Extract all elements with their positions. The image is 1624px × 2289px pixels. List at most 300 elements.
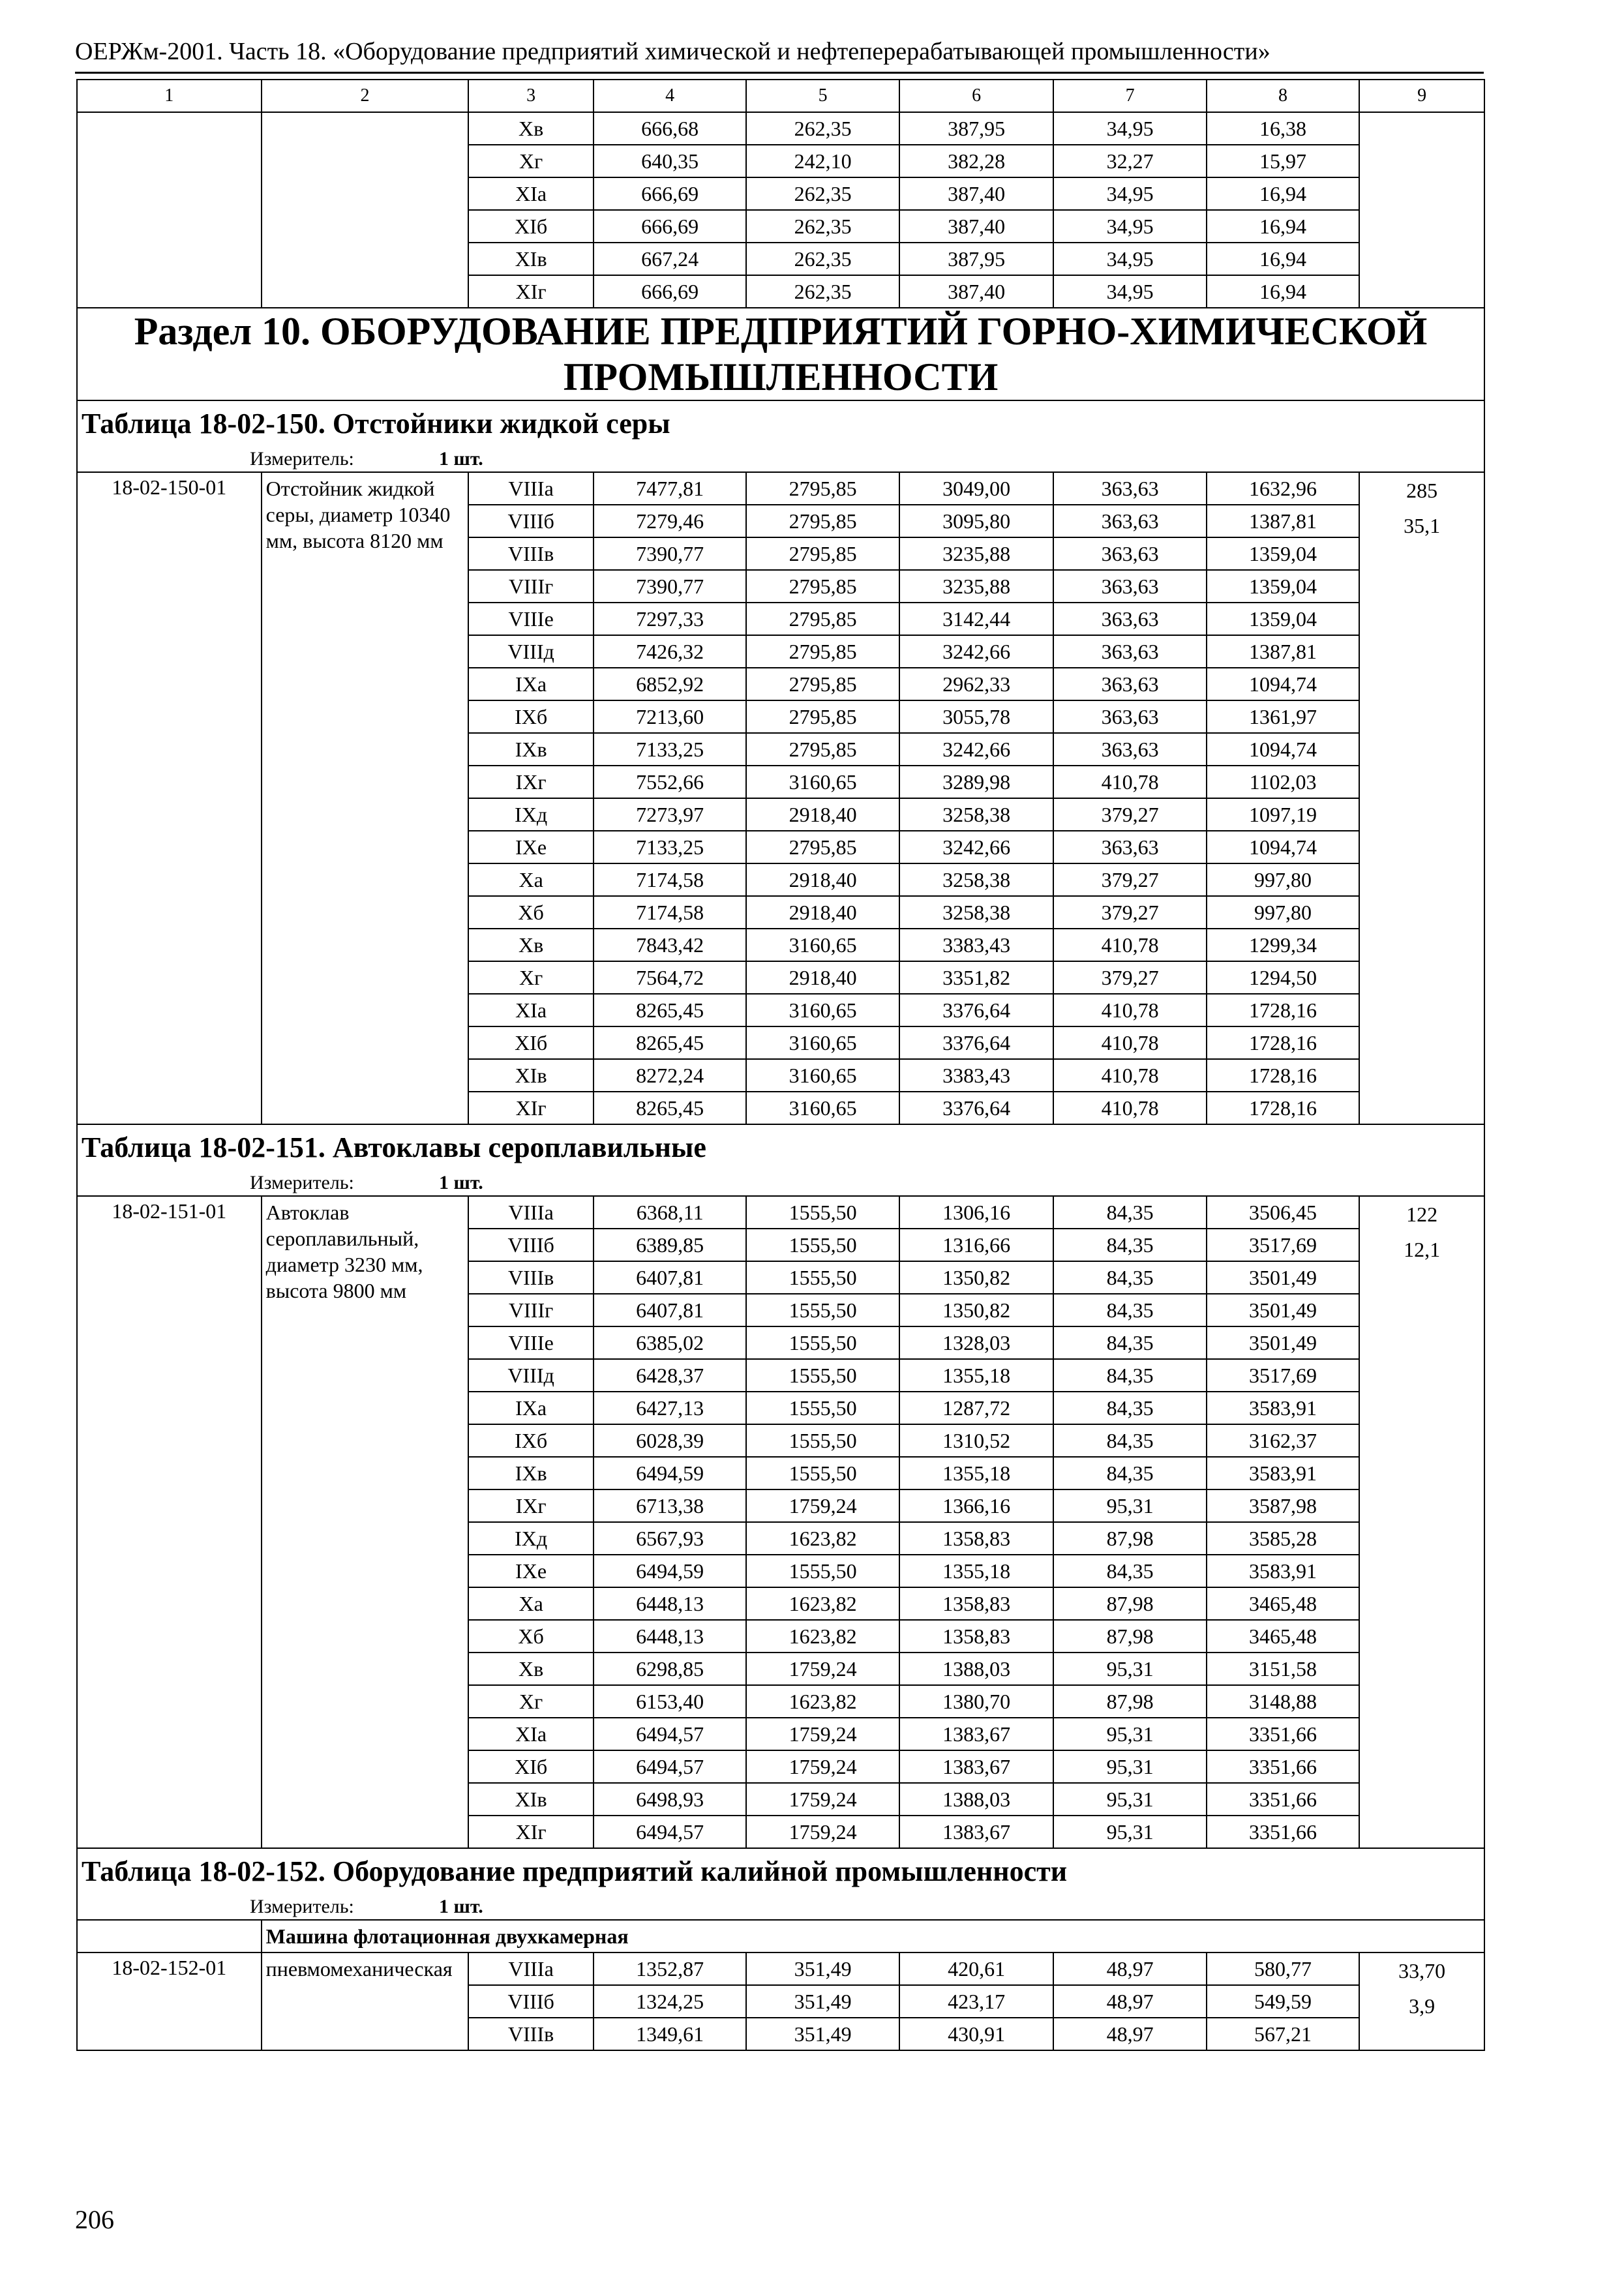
zone-cell: VIIIд [468,1359,594,1392]
table-title-row [77,1848,1484,1894]
zone-cell: ХIа [468,177,594,210]
value-cell: 2795,85 [746,570,899,603]
value-cell: 3049,00 [899,472,1054,505]
value-cell: 379,27 [1053,863,1206,896]
value-cell: 1555,50 [746,1326,899,1359]
zone-cell: IXг [468,766,594,798]
value-cell: 1358,83 [899,1522,1054,1555]
table-row [77,1952,1484,1985]
value-cell: 1388,03 [899,1783,1054,1816]
column-number: 8 [1207,80,1359,112]
value-cell: 363,63 [1053,570,1206,603]
value-cell: 6852,92 [594,668,746,700]
value-cell: 1623,82 [746,1620,899,1653]
value-cell: 87,98 [1053,1522,1206,1555]
value-cell: 410,78 [1053,994,1206,1026]
value-cell: 48,97 [1053,2018,1206,2050]
value-cell: 1759,24 [746,1718,899,1750]
value-cell: 7564,72 [594,961,746,994]
value-cell: 1355,18 [899,1359,1054,1392]
value-cell: 1094,74 [1207,668,1359,700]
value-cell: 7133,25 [594,831,746,863]
value-cell: 3585,28 [1207,1522,1359,1555]
value-cell: 1623,82 [746,1685,899,1718]
value-cell: 7843,42 [594,929,746,961]
zone-cell: Хг [468,961,594,994]
value-cell: 379,27 [1053,896,1206,929]
value-cell: 1316,66 [899,1229,1054,1261]
value-cell: 640,35 [594,145,746,177]
zone-cell: ХIа [468,1718,594,1750]
value-cell: 262,35 [746,177,899,210]
value-cell: 580,77 [1207,1952,1359,1985]
value-cell: 1623,82 [746,1587,899,1620]
value-cell: 262,35 [746,112,899,145]
zone-cell: IXе [468,1555,594,1587]
value-cell: 1358,83 [899,1620,1054,1653]
value-cell: 7174,58 [594,896,746,929]
value-cell: 7390,77 [594,570,746,603]
value-cell: 8265,45 [594,1026,746,1059]
value-cell: 2795,85 [746,537,899,570]
table-row [77,472,1484,505]
value-cell: 3376,64 [899,994,1054,1026]
value-cell: 84,35 [1053,1457,1206,1489]
value-cell: 420,61 [899,1952,1054,1985]
value-cell: 3583,91 [1207,1392,1359,1424]
value-cell: 7390,77 [594,537,746,570]
measure-cell [77,1170,1484,1196]
value-cell: 3242,66 [899,831,1054,863]
value-cell: 1352,87 [594,1952,746,1985]
value-cell: 32,27 [1053,145,1206,177]
value-cell: 16,94 [1207,243,1359,275]
value-cell: 6494,59 [594,1457,746,1489]
value-cell: 382,28 [899,145,1054,177]
value-cell: 3055,78 [899,700,1054,733]
value-cell: 3501,49 [1207,1326,1359,1359]
value-cell: 3376,64 [899,1026,1054,1059]
value-cell: 6494,57 [594,1718,746,1750]
value-cell: 6448,13 [594,1587,746,1620]
value-cell: 6153,40 [594,1685,746,1718]
value-cell: 34,95 [1053,112,1206,145]
value-cell: 84,35 [1053,1229,1206,1261]
value-cell: 363,63 [1053,472,1206,505]
value-cell: 1728,16 [1207,1092,1359,1124]
value-cell: 6389,85 [594,1229,746,1261]
value-cell: 34,95 [1053,275,1206,308]
zone-cell: ХIб [468,1750,594,1783]
zone-cell: Ха [468,863,594,896]
zone-cell: VIIIа [468,1196,594,1229]
value-cell: 363,63 [1053,635,1206,668]
value-cell: 997,80 [1207,863,1359,896]
extra-cell [1359,1952,1484,2050]
value-cell: 262,35 [746,275,899,308]
measure-row [77,1170,1484,1196]
value-cell: 1555,50 [746,1294,899,1326]
value-cell: 6567,93 [594,1522,746,1555]
value-cell: 2795,85 [746,733,899,766]
measure-value: 1 шт. [439,1895,483,1917]
value-cell: 1306,16 [899,1196,1054,1229]
zone-cell: VIIIв [468,1261,594,1294]
value-cell: 379,27 [1053,961,1206,994]
zone-cell: ХIв [468,1059,594,1092]
measure-label: Измеритель: [250,1171,354,1193]
value-cell: 1728,16 [1207,1026,1359,1059]
value-cell: 1387,81 [1207,505,1359,537]
value-cell: 3258,38 [899,863,1054,896]
value-cell: 95,31 [1053,1653,1206,1685]
value-cell: 3160,65 [746,994,899,1026]
value-cell: 3160,65 [746,1092,899,1124]
value-cell: 84,35 [1053,1196,1206,1229]
zone-cell: VIIIе [468,1326,594,1359]
value-cell: 6427,13 [594,1392,746,1424]
value-cell: 95,31 [1053,1783,1206,1816]
zone-cell: IXд [468,1522,594,1555]
value-cell: 1355,18 [899,1555,1054,1587]
value-cell: 3151,58 [1207,1653,1359,1685]
value-cell: 16,94 [1207,177,1359,210]
measure-cell [77,446,1484,472]
extra-value: 12,1 [1404,1238,1441,1261]
zone-cell: ХIв [468,243,594,275]
value-cell: 6494,57 [594,1750,746,1783]
table-title: Таблица 18-02-151. Автоклавы сероплавильные [77,1124,1484,1170]
value-cell: 6407,81 [594,1294,746,1326]
extra-value: 3,9 [1409,1994,1436,2018]
zone-cell: ХIг [468,275,594,308]
column-number: 7 [1053,80,1206,112]
value-cell: 2795,85 [746,603,899,635]
measure-value: 1 шт. [439,1171,483,1193]
zone-cell: IXв [468,1457,594,1489]
zone-cell: VIIIд [468,635,594,668]
value-cell: 34,95 [1053,177,1206,210]
table-title: Таблица 18-02-152. Оборудование предприятий калийной промышленности [77,1848,1484,1894]
value-cell: 6428,37 [594,1359,746,1392]
value-cell: 666,68 [594,112,746,145]
value-cell: 7297,33 [594,603,746,635]
value-cell: 15,97 [1207,145,1359,177]
value-cell: 84,35 [1053,1326,1206,1359]
value-cell: 3517,69 [1207,1229,1359,1261]
value-cell: 410,78 [1053,1059,1206,1092]
value-cell: 1094,74 [1207,831,1359,863]
zone-cell: IXб [468,1424,594,1457]
value-cell: 1294,50 [1207,961,1359,994]
column-number: 2 [262,80,469,112]
value-cell: 95,31 [1053,1750,1206,1783]
value-cell: 1383,67 [899,1750,1054,1783]
value-cell: 7174,58 [594,863,746,896]
zone-cell: IXб [468,700,594,733]
value-cell: 387,40 [899,177,1054,210]
value-cell: 1349,61 [594,2018,746,2050]
table-body [77,80,1484,2050]
column-number: 5 [746,80,899,112]
extra-cell [1359,472,1484,1124]
zone-cell: VIIIа [468,472,594,505]
zone-cell: ХIг [468,1092,594,1124]
subheading-row [77,1920,1484,1952]
measure-row [77,446,1484,472]
name-cell: пневмомеханическая [262,1952,469,2050]
header-rule [75,72,1484,74]
value-cell: 1632,96 [1207,472,1359,505]
column-number: 9 [1359,80,1484,112]
value-cell: 387,40 [899,210,1054,243]
value-cell: 3235,88 [899,537,1054,570]
value-cell: 410,78 [1053,1092,1206,1124]
zone-cell: ХIа [468,994,594,1026]
value-cell: 351,49 [746,2018,899,2050]
extra-value: 285 [1406,479,1438,502]
measure-row [77,1894,1484,1920]
code-cell [77,112,262,308]
value-cell: 1358,83 [899,1587,1054,1620]
value-cell: 387,95 [899,243,1054,275]
value-cell: 3587,98 [1207,1489,1359,1522]
zone-cell: IXд [468,798,594,831]
value-cell: 363,63 [1053,668,1206,700]
value-cell: 1555,50 [746,1261,899,1294]
value-cell: 363,63 [1053,505,1206,537]
page-header: ОЕРЖм-2001. Часть 18. «Оборудование предприятий химической и нефтеперерабатывающей промышленности» [75,38,1271,65]
value-cell: 8272,24 [594,1059,746,1092]
subheading: Машина флотационная двухкамерная [262,1920,1484,1952]
extra-cell [1359,112,1484,308]
value-cell: 1759,24 [746,1816,899,1848]
value-cell: 7426,32 [594,635,746,668]
value-cell: 1355,18 [899,1457,1054,1489]
value-cell: 351,49 [746,1952,899,1985]
value-cell: 997,80 [1207,896,1359,929]
table-row [77,1196,1484,1229]
zone-cell: ХIб [468,210,594,243]
price-table [76,79,1485,2051]
code-cell: 18-02-150-01 [77,472,262,1124]
value-cell: 423,17 [899,1985,1054,2018]
value-cell: 3160,65 [746,929,899,961]
value-cell: 1310,52 [899,1424,1054,1457]
zone-cell: VIIIг [468,1294,594,1326]
value-cell: 3148,88 [1207,1685,1359,1718]
value-cell: 1759,24 [746,1489,899,1522]
value-cell: 87,98 [1053,1685,1206,1718]
value-cell: 6498,93 [594,1783,746,1816]
zone-cell: VIIIе [468,603,594,635]
value-cell: 3142,44 [899,603,1054,635]
section-title: Раздел 10. ОБОРУДОВАНИЕ ПРЕДПРИЯТИЙ ГОРНО-ХИМИЧЕСКОЙ ПРОМЫШЛЕННОСТИ [77,308,1484,400]
zone-cell: ХIг [468,1816,594,1848]
extra-value: 35,1 [1404,514,1441,537]
value-cell: 2918,40 [746,798,899,831]
value-cell: 3160,65 [746,1026,899,1059]
value-cell: 2918,40 [746,863,899,896]
value-cell: 1102,03 [1207,766,1359,798]
value-cell: 1759,24 [746,1783,899,1816]
value-cell: 48,97 [1053,1985,1206,2018]
extra-value: 33,70 [1398,1959,1446,1982]
value-cell: 8265,45 [594,1092,746,1124]
value-cell: 3465,48 [1207,1587,1359,1620]
value-cell: 567,21 [1207,2018,1359,2050]
zone-cell: VIIIв [468,2018,594,2050]
value-cell: 1350,82 [899,1294,1054,1326]
value-cell: 6713,38 [594,1489,746,1522]
value-cell: 95,31 [1053,1816,1206,1848]
zone-cell: ХIб [468,1026,594,1059]
value-cell: 84,35 [1053,1261,1206,1294]
value-cell: 6298,85 [594,1653,746,1685]
value-cell: 1555,50 [746,1196,899,1229]
column-number: 1 [77,80,262,112]
value-cell: 363,63 [1053,700,1206,733]
value-cell: 3465,48 [1207,1620,1359,1653]
value-cell: 1759,24 [746,1653,899,1685]
value-cell: 1383,67 [899,1816,1054,1848]
value-cell: 34,95 [1053,210,1206,243]
value-cell: 363,63 [1053,733,1206,766]
value-cell: 1555,50 [746,1359,899,1392]
extra-value: 122 [1406,1203,1438,1226]
table-title-row [77,1124,1484,1170]
value-cell: 84,35 [1053,1359,1206,1392]
value-cell: 6368,11 [594,1196,746,1229]
value-cell: 3383,43 [899,929,1054,961]
zone-cell: VIIIб [468,1985,594,2018]
value-cell: 3258,38 [899,896,1054,929]
value-cell: 1383,67 [899,1718,1054,1750]
value-cell: 430,91 [899,2018,1054,2050]
value-cell: 666,69 [594,275,746,308]
value-cell: 351,49 [746,1985,899,2018]
zone-cell: VIIIб [468,1229,594,1261]
extra-cell [1359,1196,1484,1848]
zone-cell: VIIIб [468,505,594,537]
value-cell: 242,10 [746,145,899,177]
zone-cell: IXа [468,1392,594,1424]
value-cell: 3583,91 [1207,1457,1359,1489]
value-cell: 2962,33 [899,668,1054,700]
value-cell: 2795,85 [746,472,899,505]
value-cell: 1380,70 [899,1685,1054,1718]
zone-cell: Хг [468,1685,594,1718]
value-cell: 262,35 [746,243,899,275]
value-cell: 16,94 [1207,210,1359,243]
value-cell: 1328,03 [899,1326,1054,1359]
value-cell: 7213,60 [594,700,746,733]
value-cell: 1555,50 [746,1424,899,1457]
measure-label: Измеритель: [250,447,354,470]
value-cell: 387,95 [899,112,1054,145]
value-cell: 3506,45 [1207,1196,1359,1229]
value-cell: 410,78 [1053,766,1206,798]
zone-cell: Хв [468,929,594,961]
value-cell: 95,31 [1053,1489,1206,1522]
column-number: 4 [594,80,746,112]
value-cell: 1324,25 [594,1985,746,2018]
value-cell: 3095,80 [899,505,1054,537]
value-cell: 3376,64 [899,1092,1054,1124]
value-cell: 6494,57 [594,1816,746,1848]
value-cell: 3235,88 [899,570,1054,603]
code-cell: 18-02-151-01 [77,1196,262,1848]
zone-cell: Хв [468,112,594,145]
value-cell: 3351,66 [1207,1750,1359,1783]
value-cell: 84,35 [1053,1424,1206,1457]
table-row [77,112,1484,145]
value-cell: 16,38 [1207,112,1359,145]
value-cell: 2795,85 [746,700,899,733]
value-cell: 262,35 [746,210,899,243]
value-cell: 3351,82 [899,961,1054,994]
code-cell: 18-02-152-01 [77,1952,262,2050]
value-cell: 1623,82 [746,1522,899,1555]
value-cell: 1359,04 [1207,570,1359,603]
zone-cell: IXв [468,733,594,766]
value-cell: 1366,16 [899,1489,1054,1522]
table-title-row [77,400,1484,446]
column-number: 6 [899,80,1054,112]
value-cell: 3517,69 [1207,1359,1359,1392]
value-cell: 2795,85 [746,635,899,668]
zone-cell: IXа [468,668,594,700]
value-cell: 8265,45 [594,994,746,1026]
value-cell: 84,35 [1053,1555,1206,1587]
zone-cell: IXе [468,831,594,863]
value-cell: 1555,50 [746,1229,899,1261]
value-cell: 387,40 [899,275,1054,308]
value-cell: 410,78 [1053,1026,1206,1059]
value-cell: 3351,66 [1207,1816,1359,1848]
value-cell: 666,69 [594,210,746,243]
value-cell: 2795,85 [746,668,899,700]
value-cell: 1097,19 [1207,798,1359,831]
zone-cell: Хг [468,145,594,177]
column-number: 3 [468,80,594,112]
value-cell: 1359,04 [1207,537,1359,570]
value-cell: 1388,03 [899,1653,1054,1685]
value-cell: 1361,97 [1207,700,1359,733]
value-cell: 3242,66 [899,635,1054,668]
value-cell: 1359,04 [1207,603,1359,635]
value-cell: 549,59 [1207,1985,1359,2018]
value-cell: 87,98 [1053,1620,1206,1653]
value-cell: 1728,16 [1207,994,1359,1026]
value-cell: 1728,16 [1207,1059,1359,1092]
value-cell: 95,31 [1053,1718,1206,1750]
measure-label: Измеритель: [250,1895,354,1917]
value-cell: 2795,85 [746,505,899,537]
value-cell: 7133,25 [594,733,746,766]
name-cell: Автоклав сероплавильный, диаметр 3230 мм, высота 9800 мм [262,1196,469,1848]
value-cell: 6448,13 [594,1620,746,1653]
value-cell: 3258,38 [899,798,1054,831]
value-cell: 3501,49 [1207,1261,1359,1294]
value-cell: 1287,72 [899,1392,1054,1424]
zone-cell: IXг [468,1489,594,1522]
measure-cell [77,1894,1484,1920]
value-cell: 3162,37 [1207,1424,1359,1457]
value-cell: 7477,81 [594,472,746,505]
value-cell: 2918,40 [746,961,899,994]
value-cell: 2795,85 [746,831,899,863]
